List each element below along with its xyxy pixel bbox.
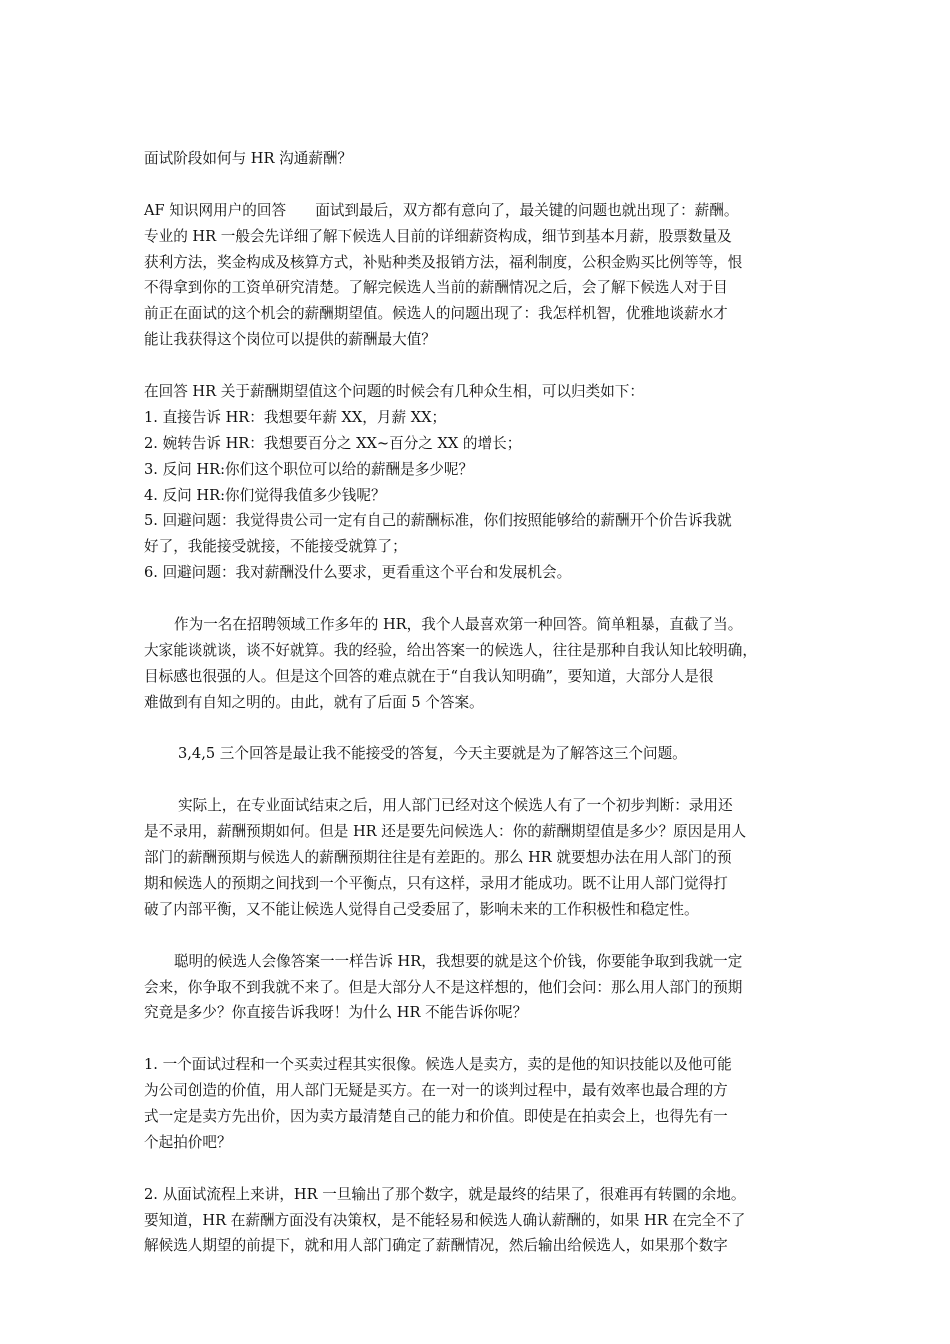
intro-paragraph [144, 198, 808, 353]
list-item: 2. 婉转告诉 HR：我想要百分之 XX~百分之 XX 的增长； [144, 434, 522, 452]
document-title: 面试阶段如何与 HR 沟通薪酬？ [144, 150, 353, 167]
paragraph-line: 专业的 HR 一般会先详细了解下候选人目前的详细薪资构成，细节到基本月薪，股票数量及 [144, 227, 732, 245]
paragraph-smart-candidate [144, 949, 808, 1027]
paragraph-line: 期和候选人的预期之间找到一个平衡点，只有这样，录用才能成功。既不让用人部门觉得打 [144, 874, 728, 892]
paragraph-line: 会来，你争取不到我就不来了。但是大部分人不是这样想的，他们会问：那么用人部门的预期 [144, 978, 743, 996]
paragraph-hr-process [144, 793, 808, 922]
list-item: 1. 直接告诉 HR：我想要年薪 XX，月薪 XX； [144, 408, 447, 426]
paragraph-line: 3,4,5 三个回答是最让我不能接受的答复，今天主要就是为了解答这三个问题。 [178, 745, 687, 763]
paragraph-line: 部门的薪酬预期与候选人的薪酬预期往往是有差距的。那么 HR 就要想办法在用人部门的预 [144, 849, 732, 867]
document-page [144, 146, 808, 1259]
list-intro: 在回答 HR 关于薪酬期望值这个问题的时候会有几种众生相，可以归类如下： [144, 383, 644, 401]
paragraph-line: 能让我获得这个岗位可以提供的薪酬最大值？ [144, 331, 436, 349]
paragraph-line: 2. 从面试流程上来讲，HR 一旦输出了那个数字，就是最终的结果了，很难再有转圜的余地。 [144, 1185, 746, 1203]
blank-line [144, 353, 808, 379]
paragraph-reason-1 [144, 1052, 808, 1156]
list-item: 4. 反问 HR:你们觉得我值多少钱呢？ [144, 486, 386, 504]
list-item: 3. 反问 HR:你们这个职位可以给的薪酬是多少呢？ [144, 460, 474, 478]
paragraph-line: 难做到有自知之明的。由此，就有了后面 5 个答案。 [144, 693, 484, 711]
blank-line [144, 172, 808, 198]
blank-line [144, 767, 808, 793]
paragraph-line: 实际上，在专业面试结束之后，用人部门已经对这个候选人有了一个初步判断：录用还 [178, 797, 733, 815]
paragraph-line: 解候选人期望的前提下，就和用人部门确定了薪酬情况，然后输出给候选人，如果那个数字 [144, 1237, 728, 1255]
paragraph-first-answer [144, 612, 808, 716]
paragraph-line: 1. 一个面试过程和一个买卖过程其实很像。候选人是卖方，卖的是他的知识技能以及他可能 [144, 1056, 732, 1074]
paragraph-line: 聪明的候选人会像答案一一样告诉 HR，我想要的就是这个价钱，你要能争取到我就一定 [174, 952, 743, 970]
paragraph-line: 个起拍价吧？ [144, 1133, 232, 1151]
paragraph-line: 要知道，HR 在薪酬方面没有决策权，是不能轻易和候选人确认薪酬的，如果 HR 在完全不了 [144, 1211, 746, 1229]
paragraph-line: 大家能谈就谈，谈不好就算。我的经验，给出答案一的候选人，往往是那种自我认知比较明确， [144, 641, 757, 659]
paragraph-reason-2 [144, 1182, 808, 1260]
paragraph-line: 目标感也很强的人。但是这个回答的难点就在于“自我认知明确”，要知道，大部分人是很 [144, 667, 714, 685]
paragraph-line: 破了内部平衡，又不能让候选人觉得自己受委屈了，影响未来的工作积极性和稳定性。 [144, 900, 699, 918]
blank-line [144, 586, 808, 612]
list-item: 6. 回避问题：我对薪酬没什么要求，更看重这个平台和发展机会。 [144, 564, 572, 582]
paragraph-line: 前正在面试的这个机会的薪酬期望值。候选人的问题出现了：我怎样机智，优雅地谈薪水才 [144, 305, 728, 323]
paragraph-line: 究竟是多少？你直接告诉我呀！为什么 HR 不能告诉你呢？ [144, 1004, 528, 1022]
paragraph-answers-345 [144, 741, 808, 767]
blank-line [144, 716, 808, 742]
answer-types-list [144, 379, 808, 586]
paragraph-line: AF 知识网用户的回答 面试到最后，双方都有意向了，最关键的问题也就出现了：薪酬。 [144, 201, 739, 219]
paragraph-line: 式一定是卖方先出价，因为卖方最清楚自己的能力和价值。即使是在拍卖会上，也得先有一 [144, 1107, 728, 1125]
paragraph-line: 获利方法，奖金构成及核算方式，补贴种类及报销方法，福利制度，公积金购买比例等等，恨 [144, 253, 743, 271]
blank-line [144, 923, 808, 949]
list-item: 5. 回避问题：我觉得贵公司一定有自己的薪酬标准，你们按照能够给的薪酬开个价告诉我就 [144, 512, 732, 530]
paragraph-line: 不得拿到你的工资单研究清楚。了解完候选人当前的薪酬情况之后，会了解下候选人对于目 [144, 279, 728, 297]
paragraph-line: 作为一名在招聘领域工作多年的 HR，我个人最喜欢第一种回答。简单粗暴，直截了当。 [174, 616, 743, 634]
blank-line [144, 1156, 808, 1182]
blank-line [144, 1026, 808, 1052]
paragraph-line: 是不录用，薪酬预期如何。但是 HR 还是要先问候选人：你的薪酬期望值是多少？原因是用人 [144, 823, 747, 841]
list-item: 好了，我能接受就接，不能接受就算了； [144, 538, 407, 556]
paragraph-line: 为公司创造的价值，用人部门无疑是买方。在一对一的谈判过程中，最有效率也最合理的方 [144, 1082, 728, 1100]
